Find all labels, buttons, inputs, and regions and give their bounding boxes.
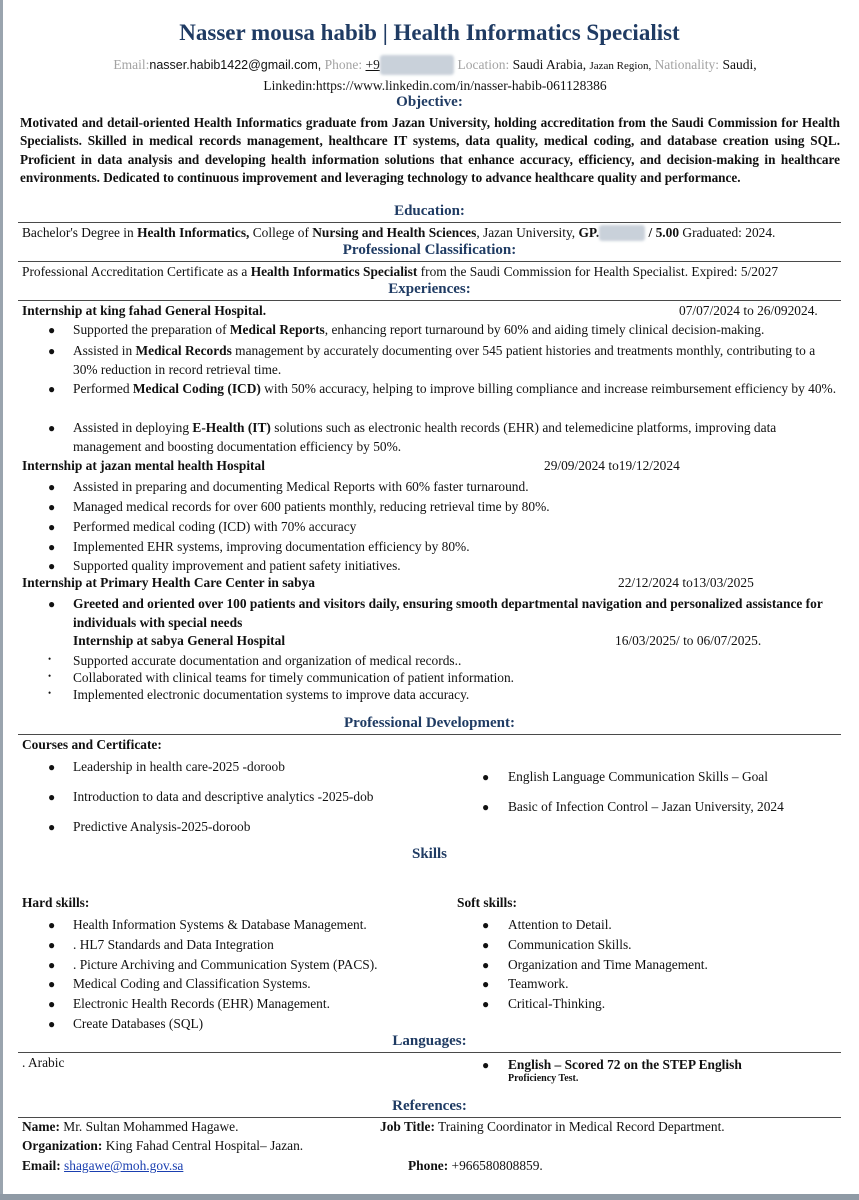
skill-item: Create Databases (SQL) [73, 1016, 204, 1031]
bullet-icon: ● [482, 938, 490, 952]
list-item [73, 379, 843, 398]
bullet-icon: • [48, 654, 52, 664]
list-item: Greeted and oriented over 100 patients and visitors daily, ensuring smooth departmental navigation and personalized assistance for individuals with special needs [73, 596, 823, 630]
item-text: with 50% accuracy, helping to improve billing compliance and increase reimbursement efficiency by 40%. [260, 381, 837, 396]
bullet-icon: ● [48, 760, 56, 774]
bullet-icon: ● [482, 997, 490, 1011]
education-university: , Jazan University, [476, 225, 579, 240]
list-item: Assisted in preparing and documenting Medical Reports with 60% faster turnaround. [73, 479, 529, 494]
gpa-label: GP. [578, 225, 600, 240]
item-text: Assisted in [73, 343, 136, 358]
bullet-icon: ● [482, 918, 490, 932]
bullet-icon: • [48, 671, 52, 681]
bullet-icon: ● [48, 382, 56, 396]
job-title-label: Job Title: [380, 1119, 435, 1134]
email-label: Email: [22, 1158, 61, 1173]
item-text: Assisted in deploying [73, 420, 193, 435]
bullet-icon: ● [482, 770, 490, 784]
bullet-icon: ● [48, 997, 56, 1011]
course-item: Leadership in health care-2025 -doroob [73, 759, 285, 774]
item-text: Supported the preparation of [73, 322, 230, 337]
experiences-heading: Experiences: [388, 281, 471, 297]
job-title: Internship at sabya General Hospital [73, 633, 286, 648]
email-label: Email: [113, 57, 150, 72]
reference-job-title [380, 1119, 725, 1135]
list-item: Performed medical coding (ICD) with 70% accuracy [73, 519, 357, 534]
phone-redacted [380, 55, 454, 75]
list-item: Managed medical records for over 600 patients monthly, reducing retrieval time by 80%. [73, 499, 550, 514]
skill-item: Health Information Systems & Database Management. [73, 917, 367, 932]
education-major: Health Informatics, [137, 225, 250, 240]
bullet-icon: ● [48, 1017, 56, 1031]
job-date: 16/03/2025/ to 06/07/2025. [615, 633, 762, 648]
bullet-icon: ● [482, 800, 490, 814]
phone-label: Phone: [408, 1158, 449, 1173]
reference-name [22, 1119, 238, 1135]
objective-text: Motivated and detail-oriented Health Informatics graduate from Jazan University, holding accreditation from the Saudi Commission for Health Specialists. Skilled in medical records management, healthcare IT systems, data quality, medical coding, and database creation using SQL. Proficient in data analysis and developing health information solutions that enhance accuracy, efficiency, and decision-making in healthcare environments. Dedicated to continuous improvement and leveraging technology to advance healthcare quality and performance. [20, 115, 840, 185]
course-item: Introduction to data and descriptive analytics -2025-dob [73, 789, 374, 804]
job-date: 07/07/2024 to 26/092024. [679, 303, 818, 318]
page-edge [0, 1194, 859, 1200]
education-college-prefix: College of [249, 225, 313, 240]
item-keyword: E-Health (IT) [192, 420, 271, 435]
bullet-icon: ● [48, 820, 56, 834]
language-arabic: . Arabic [22, 1055, 65, 1070]
bullet-icon: ● [482, 958, 490, 972]
list-item [73, 341, 843, 379]
divider [18, 1052, 841, 1053]
divider [18, 261, 841, 262]
item-keyword: Medical Reports [229, 322, 325, 337]
phone-value: +966580808859. [448, 1158, 543, 1173]
location-label: Location: [457, 57, 510, 72]
job-title: Internship at jazan mental health Hospital [22, 458, 265, 473]
courses-heading: Courses and Certificate: [22, 737, 162, 752]
languages-heading: Languages: [392, 1033, 467, 1049]
skill-item: Teamwork. [508, 976, 569, 991]
skill-item: . HL7 Standards and Data Integration [73, 937, 274, 952]
gpa-redacted [599, 225, 645, 241]
name-title: Nasser mousa habib | Health Informatics Specialist [179, 20, 680, 45]
contact-info [40, 55, 830, 96]
skill-item: Attention to Detail. [508, 917, 612, 932]
job-date: 22/12/2024 to13/03/2025 [618, 575, 754, 590]
phone-prefix: +9 [365, 57, 380, 72]
education-degree: Bachelor's Degree in [22, 225, 138, 240]
development-heading: Professional Development: [344, 715, 515, 731]
reference-phone [408, 1158, 543, 1174]
organization-label: Organization: [22, 1138, 103, 1153]
skill-item: Communication Skills. [508, 937, 632, 952]
references-heading: References: [392, 1098, 467, 1114]
classification-prefix: Professional Accreditation Certificate as a [22, 264, 251, 279]
bullet-icon: ● [48, 559, 56, 573]
reference-email [22, 1158, 183, 1174]
region-value: Jazan Region, [589, 60, 652, 72]
location-value: Saudi Arabia, [512, 57, 587, 72]
linkedin-value[interactable]: Linkedin:https://www.linkedin.com/in/nasser-habib-061128386 [263, 78, 607, 93]
course-item: Predictive Analysis-2025-doroob [73, 819, 251, 834]
divider [18, 222, 841, 223]
item-text: management by accurately documenting over 545 patient histories and treatments monthly, contributing to a 30% reduction in record retrieval time. [73, 343, 816, 377]
objective-heading: Objective: [396, 94, 463, 110]
phone-label: Phone: [324, 57, 363, 72]
divider [18, 734, 841, 735]
reference-organization [22, 1138, 303, 1154]
bullet-icon: ● [48, 958, 56, 972]
page-edge [0, 0, 3, 1200]
education-college: Nursing and Health Sciences [312, 225, 477, 240]
nationality-value: Saudi, [722, 57, 757, 72]
classification-title: Health Informatics Specialist [250, 264, 418, 279]
bullet-icon: ● [48, 421, 56, 435]
item-keyword: Medical Coding (ICD) [132, 381, 261, 396]
job-date: 29/09/2024 to19/12/2024 [544, 458, 680, 473]
course-item: Basic of Infection Control – Jazan University, 2024 [508, 799, 784, 814]
language-english: English – Scored 72 on the STEP English [508, 1057, 742, 1072]
bullet-icon: ● [48, 500, 56, 514]
item-text: , enhancing report turnaround by 60% and aiding timely clinical decision-making. [324, 322, 765, 337]
education-line [22, 225, 775, 241]
bullet-icon: ● [48, 790, 56, 804]
skill-item: Medical Coding and Classification Systems. [73, 976, 311, 991]
item-text: solutions such as electronic health records (EHR) and telemedicine platforms, improving data management and boosting documentation efficiency by 50%. [73, 420, 777, 454]
divider [18, 1117, 841, 1118]
email-value: nasser.habib1422@gmail.com, [149, 58, 322, 72]
list-item [73, 320, 843, 339]
name-value: Mr. Sultan Mohammed Hagawe. [59, 1119, 239, 1134]
list-item: Implemented electronic documentation systems to improve data accuracy. [73, 687, 470, 702]
bullet-icon: ● [48, 918, 56, 932]
soft-skills-heading: Soft skills: [457, 895, 517, 910]
nationality-label: Nationality: [654, 57, 720, 72]
classification-suffix: from the Saudi Commission for Health Specialist. Expired: 5/2027 [417, 264, 779, 279]
reference-email-link[interactable]: shagawe@moh.gov.sa [64, 1158, 184, 1173]
list-item: Supported accurate documentation and organization of medical records.. [73, 653, 462, 668]
bullet-icon: ● [48, 597, 56, 611]
list-item [73, 418, 843, 456]
course-item: English Language Communication Skills – Goal [508, 769, 768, 784]
bullet-icon: ● [48, 938, 56, 952]
bullet-icon: ● [48, 977, 56, 991]
hard-skills-heading: Hard skills: [22, 895, 90, 910]
divider [18, 300, 841, 301]
bullet-icon: ● [48, 344, 56, 358]
organization-value: King Fahad Central Hospital– Jazan. [102, 1138, 304, 1153]
bullet-icon: ● [482, 977, 490, 991]
classification-line [22, 264, 778, 280]
skills-heading: Skills [411, 846, 448, 862]
bullet-icon: ● [48, 323, 56, 337]
skill-item: Critical-Thinking. [508, 996, 606, 1011]
bullet-icon: ● [48, 540, 56, 554]
item-text: Performed [73, 381, 133, 396]
education-heading: Education: [394, 203, 465, 219]
bullet-icon: ● [482, 1058, 490, 1072]
gpa-scale: / 5.00 [648, 225, 680, 240]
job-title-value: Training Coordinator in Medical Record Department. [434, 1119, 725, 1134]
job-title: Internship at Primary Health Care Center in sabya [22, 575, 315, 590]
bullet-icon: ● [48, 480, 56, 494]
item-keyword: Medical Records [135, 343, 232, 358]
bullet-icon: ● [48, 520, 56, 534]
skill-item: Organization and Time Management. [508, 957, 708, 972]
graduation: Graduated: 2024. [679, 225, 776, 240]
skill-item: . Picture Archiving and Communication System (PACS). [73, 957, 378, 972]
list-item: Supported quality improvement and patient safety initiatives. [73, 558, 401, 573]
language-english-note: Proficiency Test. [508, 1073, 579, 1084]
job-title: Internship at king fahad General Hospital. [22, 303, 267, 318]
list-item: Collaborated with clinical teams for timely communication of patient information. [73, 670, 515, 685]
skill-item: Electronic Health Records (EHR) Management. [73, 996, 330, 1011]
name-label: Name: [22, 1119, 60, 1134]
list-item: Implemented EHR systems, improving documentation efficiency by 80%. [73, 539, 470, 554]
bullet-icon: • [48, 688, 52, 698]
classification-heading: Professional Classification: [342, 242, 517, 258]
